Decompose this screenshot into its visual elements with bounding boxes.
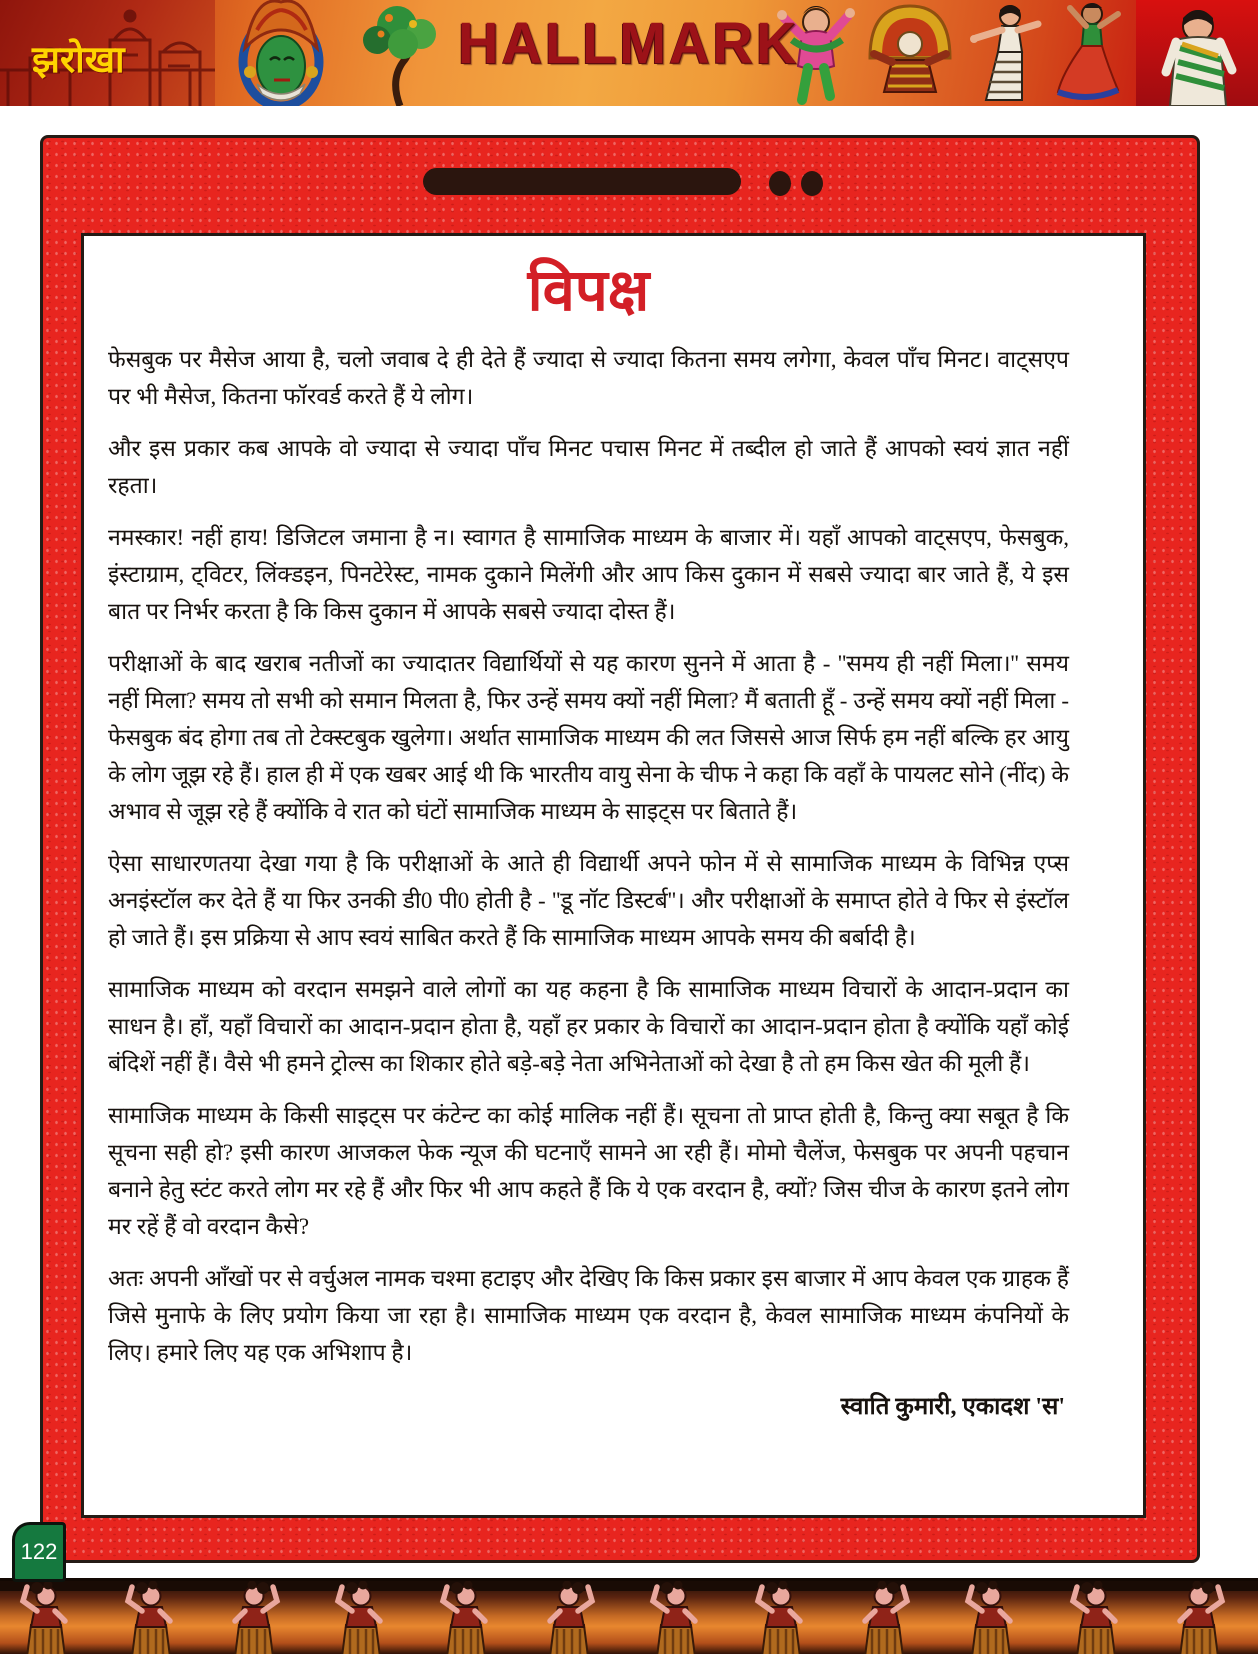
article-paragraph: ऐसा साधारणतया देखा गया है कि परीक्षाओं के आते ही विद्यार्थी अपने फोन में से सामाजिक माध्यम के विभिन्न एप्स अनइंस्टॉल कर देते हैं या फिर उनकी डी0 पी0 होती है - ''डू नॉट डिस्टर्ब''। और परीक्षाओं के समाप्त होते वे फिर से इंस्टॉल हो जाते हैं। इस प्रक्रिया से आप स्वयं साबित करते हैं कि सामाजिक माध्यम आपके समय की बर्बादी है।: [108, 851, 1069, 950]
tablet-frame: [40, 135, 1200, 1563]
garba-dancer-icon: [1042, 0, 1134, 106]
camera-dot-icon: [801, 171, 823, 196]
folk-art-border: [0, 1578, 1258, 1654]
kathakali-face-icon: [222, 0, 340, 106]
article-paragraph: परीक्षाओं के बाद खराब नतीजों का ज्यादातर विद्यार्थियों से यह कारण सुनने में आता है - ''समय ही नहीं मिला।'' समय नहीं मिला? समय तो सभी को समान मिलता है, फिर उन्हें समय क्यों नहीं मिला? मैं बताती हूँ - उन्हें समय क्यों नहीं मिला - फेसबुक बंद होगा तब तो टेक्स्टबुक खुलेगा। अर्थात सामाजिक माध्यम की लत जिससे आज सिर्फ हम नहीं बल्कि हर आयु के लोग जूझ रहे हैं। हाल ही में एक खबर आई थी कि भारतीय वायु सेना के चीफ ने कहा कि वहाँ के पायलट सोने (नींद) के अभाव से जूझ रहे हैं क्योंकि वे रात को घंटों सामाजिक माध्यम के साइट्स पर बिताते हैं।: [108, 651, 1069, 824]
tablet-screen: [81, 233, 1146, 1518]
folk-tree-icon: [345, 0, 455, 106]
magazine-banner: [0, 0, 1258, 106]
page-number: 122: [20, 1539, 58, 1564]
banner-right-panel: [1136, 0, 1258, 106]
bharatanatyam-dancer-icon: [962, 0, 1048, 106]
masthead-jharokha: झरोखा: [32, 39, 125, 80]
speaker-slot-icon: [423, 168, 741, 195]
article-paragraph: अतः अपनी आँखों पर से वर्चुअल नामक चश्मा हटाइए और देखिए कि किस प्रकार इस बाजार में आप केवल एक ग्राहक हैं जिसे मुनाफे के लिए प्रयोग किया जा रहा है। सामाजिक माध्यम एक वरदान है, केवल सामाजिक माध्यम कंपनियों के लिए। हमारे लिए यह एक अभिशाप है।: [108, 1266, 1069, 1365]
folk-lady-icon: [1136, 0, 1258, 106]
article: [84, 236, 1143, 1422]
banner-left-panel: [0, 0, 215, 106]
article-paragraph: फेसबुक पर मैसेज आया है, चलो जवाब दे ही देते हैं ज्यादा से ज्यादा कितना समय लगेगा, केवल पाँच मिनट। वाट्सएप पर भी मैसेज, कितना फॉरवर्ड करते हैं ये लोग।: [108, 347, 1069, 409]
camera-dot-icon: [769, 171, 791, 196]
hallmark-title: HALLMARK: [458, 9, 800, 76]
folk-dancers-illustration: [0, 1581, 1258, 1654]
page-number-tab: [12, 1522, 66, 1582]
article-paragraph: नमस्कार! नहीं हाय! डिजिटल जमाना है न। स्वागत है सामाजिक माध्यम के बाजार में। यहाँ आपको वाट्सएप, फेसबुक, इंस्टाग्राम, ट्विटर, लिंक्डइन, पिनटेरेस्ट, नामक दुकाने मिलेंगी और आप किस दुकान में सबसे ज्यादा बार जाते हैं, ये इस बात पर निर्भर करता है कि किस दुकान में आपके सबसे ज्यादा दोस्त हैं।: [108, 525, 1069, 624]
article-title: विपक्ष: [527, 258, 650, 323]
article-paragraph: सामाजिक माध्यम के किसी साइट्स पर कंटेन्ट का कोई मालिक नहीं हैं। सूचना तो प्राप्त होती है, किन्तु क्या सबूत है कि सूचना सही हो? इसी कारण आजकल फेक न्यूज की घटनाएँ सामने आ रही हैं। मोमो चैलेंज, फेसबुक पर अपनी पहचान बनाने हेतु स्टंट करते लोग मर रहे हैं और फिर भी आप कहते हैं कि ये एक वरदान है, क्यों? जिस चीज के कारण इतने लोग मर रहें हैं वो वरदान कैसे?: [108, 1103, 1069, 1239]
article-paragraph: सामाजिक माध्यम को वरदान समझने वाले लोगों का यह कहना है कि सामाजिक माध्यम विचारों के आदान-प्रदान का साधन है। हाँ, यहाँ विचारों का आदान-प्रदान होता है, यहाँ हर प्रकार के विचारों का आदान-प्रदान होता है क्योंकि यहाँ कोई बंदिशें नहीं हैं। वैसे भी हमने ट्रोल्स का शिकार होते बड़े-बड़े नेता अभिनेताओं को देखा है तो हम किस खेत की मूली हैं।: [108, 977, 1069, 1076]
article-byline: स्वाति कुमारी, एकादश 'स': [840, 1394, 1065, 1420]
kathakali-dancer-icon: [862, 0, 958, 106]
article-paragraph: और इस प्रकार कब आपके वो ज्यादा से ज्यादा पाँच मिनट पचास मिनट में तब्दील हो जाते हैं आपको स्वयं ज्ञात नहीं रहता।: [108, 436, 1069, 498]
